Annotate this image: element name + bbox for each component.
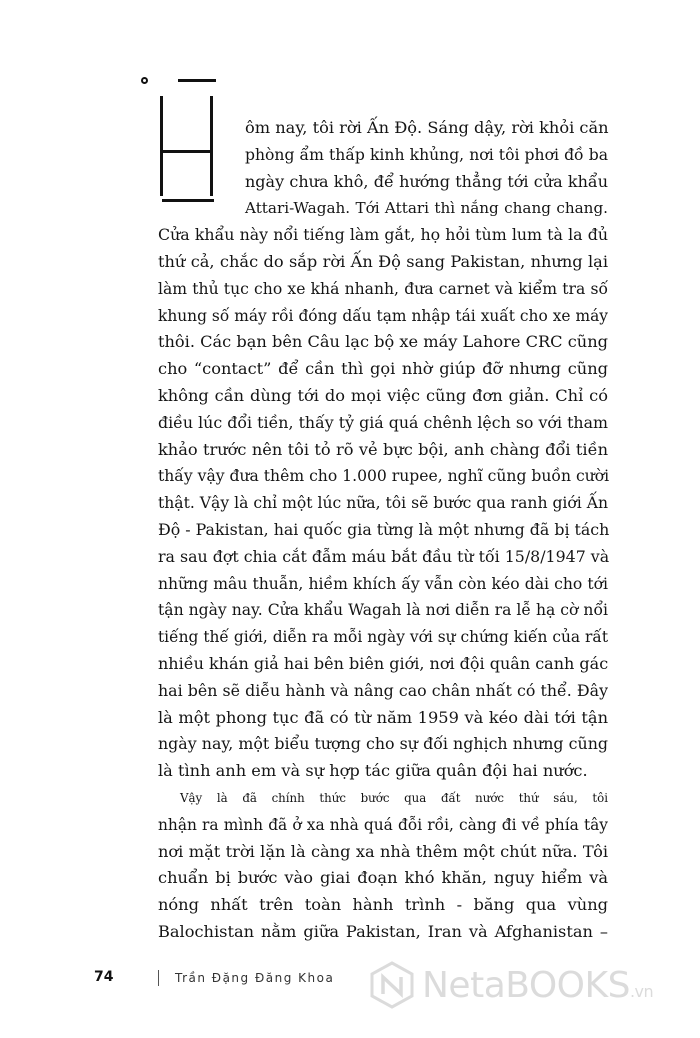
netabooks-logo-icon bbox=[368, 961, 416, 1009]
paragraph-2 bbox=[158, 785, 608, 946]
text-line: điều lúc đổi tiền, thấy tỷ giá quá chênh lệch so với tham bbox=[158, 412, 608, 432]
text-line: tiếng thế giới, diễn ra mỗi ngày với sự chứng kiến của rất bbox=[158, 628, 608, 647]
body-text bbox=[158, 115, 608, 946]
text-line: thôi. Các bạn bên Câu lạc bộ xe máy Lahore CRC cũng bbox=[158, 332, 608, 352]
text-line: chuẩn bị bước vào giai đoạn khó khăn, nguy hiểm và bbox=[158, 868, 608, 888]
text-line: Balochistan nằm giữa Pakistan, Iran và Afghanistan – bbox=[158, 921, 608, 941]
text-line: nóng nhất trên toàn hành trình - băng qua vùng bbox=[158, 895, 608, 915]
text-line: những mâu thuẫn, hiềm khích ấy vẫn còn kéo dài cho tới bbox=[158, 574, 608, 593]
dropcap-dot-ornament bbox=[141, 77, 148, 84]
netabooks-watermark bbox=[360, 955, 690, 1015]
footer-divider bbox=[158, 970, 159, 986]
text-line: hai bên sẽ diễu hành và nâng cao chân nhất có thể. Đây bbox=[158, 680, 608, 700]
text-line: làm thủ tục cho xe khá nhanh, đưa carnet và kiểm tra số bbox=[158, 279, 608, 298]
text-line: thứ cả, chắc do sắp rời Ấn Độ sang Pakistan, nhưng lại bbox=[158, 251, 608, 271]
text-line: là tình anh em và sự hợp tác giữa quân đội hai nước. bbox=[158, 761, 588, 781]
text-line: không cần dùng tới do mọi việc cũng đơn giản. Chỉ có bbox=[158, 385, 608, 405]
text-line: thật. Vậy là chỉ một lúc nữa, tôi sẽ bước qua ranh giới Ấn bbox=[158, 494, 609, 513]
text-line: nơi mặt trời lặn là càng xa nhà thêm một chút nữa. Tôi bbox=[158, 841, 608, 861]
text-line: ngày nay, một biểu tượng cho sự đối nghịch nhưng cũng bbox=[158, 734, 608, 754]
page-number: 74 bbox=[94, 969, 114, 985]
text-line: Cửa khẩu này nổi tiếng làm gắt, họ hỏi tùm lum tà la đủ bbox=[158, 225, 608, 245]
text-line: tận ngày nay. Cửa khẩu Wagah là nơi diễn ra lễ hạ cờ nổi bbox=[158, 601, 608, 620]
text-line: là một phong tục đã có từ năm 1959 và kéo dài tới tận bbox=[158, 707, 608, 727]
text-line: phòng ẩm thấp kinh khủng, nơi tôi phơi đồ ba bbox=[245, 145, 608, 164]
paragraph-1 bbox=[158, 115, 608, 785]
text-line: thấy vậy đưa thêm cho 1.000 rupee, nghĩ cũng buồn cười bbox=[158, 467, 610, 486]
watermark-text: NetaBOOKS.vn bbox=[422, 965, 654, 1006]
text-line: cho “contact” để cần thì gọi nhờ giúp đỡ nhưng cũng bbox=[158, 359, 608, 379]
running-footer-author: Trần Đặng Đăng Khoa bbox=[175, 971, 335, 985]
text-line: nhận ra mình đã ở xa nhà quá đỗi rồi, càng đi về phía tây bbox=[158, 815, 608, 834]
text-line: khung số máy rồi đóng dấu tạm nhập tái xuất cho xe máy bbox=[158, 306, 608, 325]
text-line: Vậy là đã chính thức bước qua đất nước thứ sáu, tôi bbox=[180, 790, 608, 805]
text-line: khảo trước nên tôi tỏ rõ vẻ bực bội, anh chàng đổi tiền bbox=[158, 439, 608, 459]
text-line: Attari-Wagah. Tới Attari thì nắng chang chang. bbox=[245, 199, 608, 218]
text-line: nhiều khán giả hai bên biên giới, nơi đội quân canh gác bbox=[158, 653, 609, 673]
text-line: ngày chưa khô, để hướng thẳng tới cửa khẩu bbox=[245, 171, 608, 191]
text-line: ôm nay, tôi rời Ấn Độ. Sáng dậy, rời khỏi căn bbox=[245, 118, 609, 137]
text-line: ra sau đợt chia cắt đẫm máu bắt đầu từ tối 15/8/1947 và bbox=[158, 546, 610, 566]
dropcap-top-rule bbox=[178, 79, 216, 82]
text-line: Độ - Pakistan, hai quốc gia từng là một nhưng đã bị tách bbox=[158, 519, 610, 539]
